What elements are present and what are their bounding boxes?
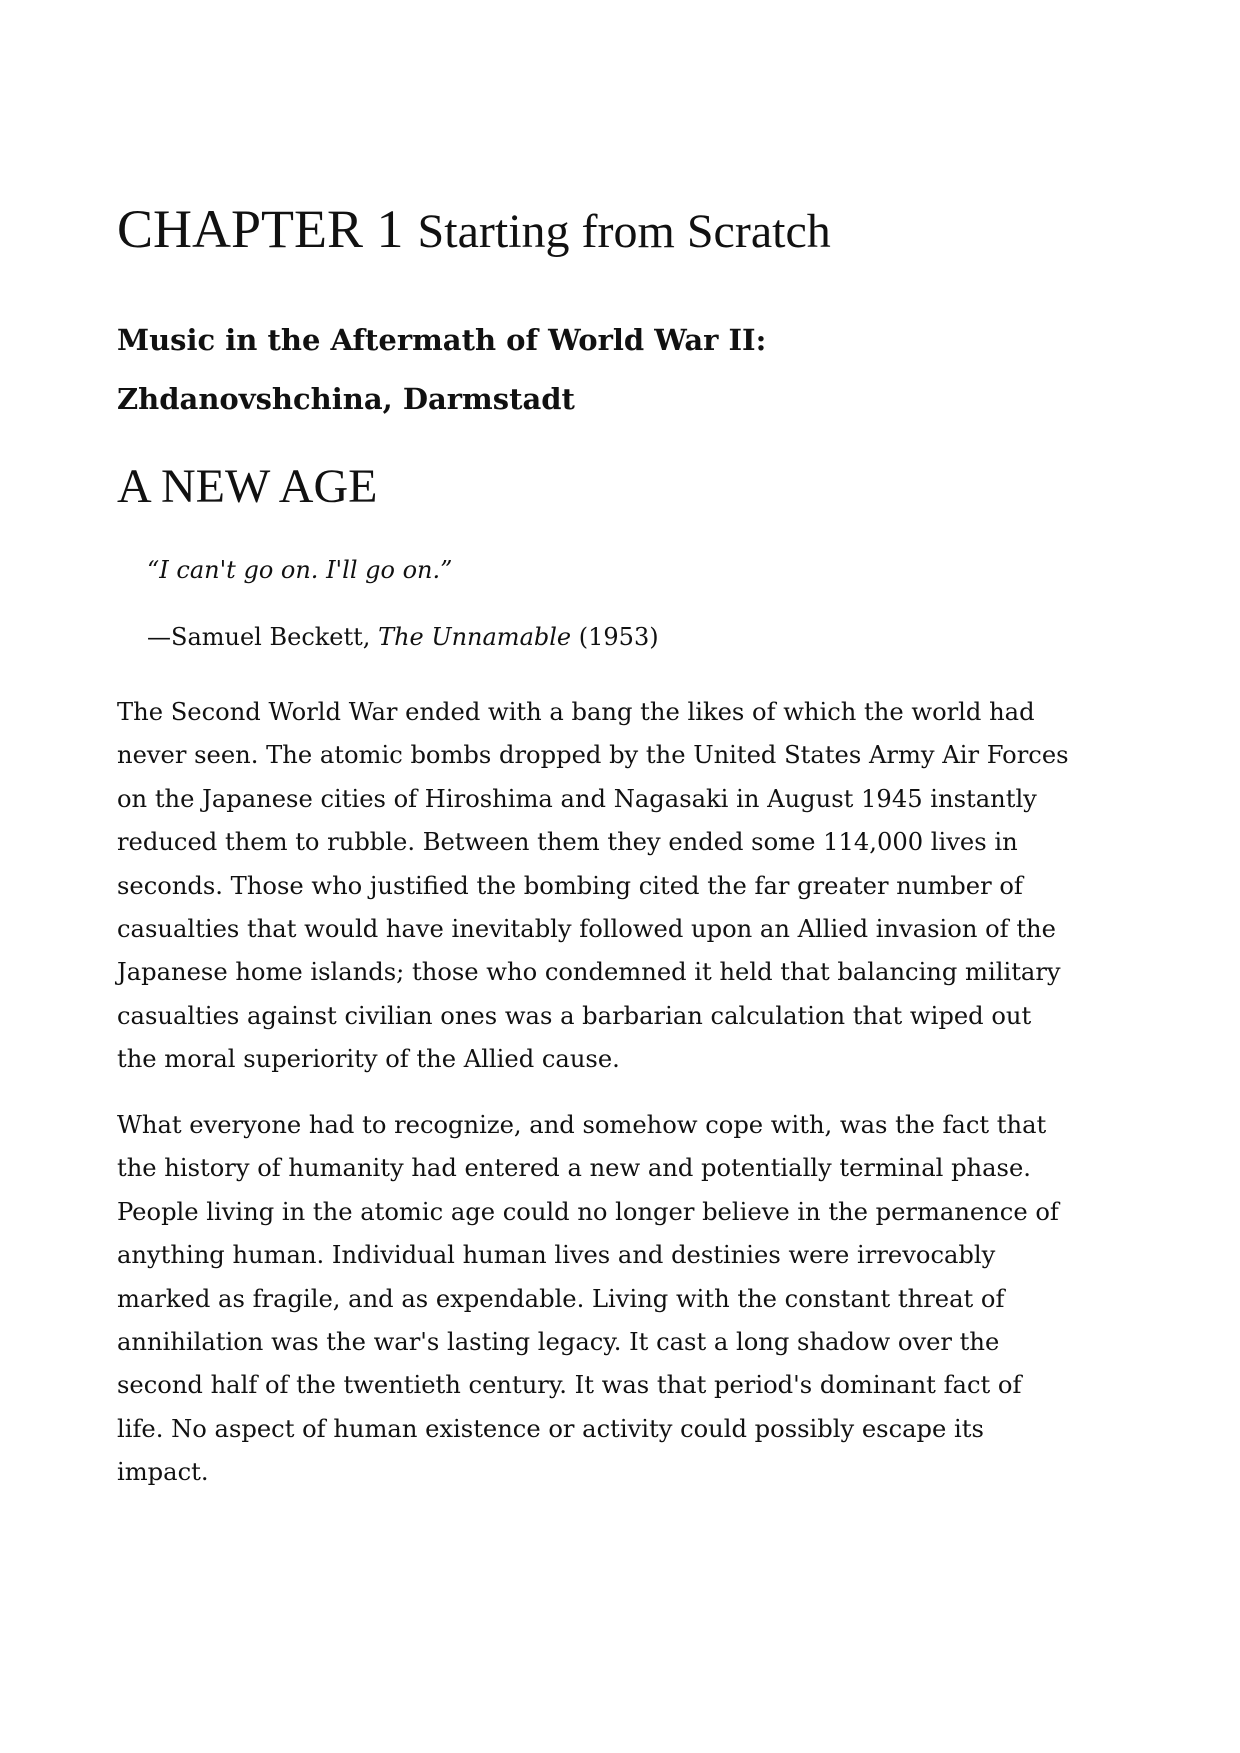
chapter-subtitle bbox=[117, 311, 1127, 429]
chapter-label: CHAPTER 1 bbox=[117, 199, 404, 259]
text-line: life. No aspect of human existence or activity could possibly escape its bbox=[117, 1414, 984, 1443]
chapter-heading bbox=[117, 199, 831, 259]
attribution-work: The Unnamable bbox=[378, 623, 572, 651]
attribution-author: —Samuel Beckett, bbox=[147, 623, 371, 651]
epigraph-attribution bbox=[147, 619, 659, 655]
text-line: never seen. The atomic bombs dropped by the United States Army Air Forces bbox=[117, 741, 1069, 770]
text-line: casualties against civilian ones was a barbarian calculation that wiped out bbox=[117, 1001, 1032, 1030]
text-line: reduced them to rubble. Between them they ended some 114,000 lives in bbox=[117, 828, 1018, 857]
subtitle-line: Music in the Aftermath of World War II: bbox=[117, 323, 767, 357]
text-line: What everyone had to recognize, and somehow cope with, was the fact that bbox=[117, 1111, 1047, 1139]
epigraph-quote: “I can't go on. I'll go on.” bbox=[147, 556, 453, 584]
section-heading: A NEW AGE bbox=[117, 460, 378, 513]
attribution-year: (1953) bbox=[578, 623, 659, 651]
text-line: impact. bbox=[117, 1458, 209, 1487]
text-line: Japanese home islands; those who condemned it held that balancing military bbox=[117, 958, 1061, 987]
text-line: the moral superiority of the Allied cause. bbox=[117, 1045, 620, 1074]
text-line: the history of humanity had entered a new and potentially terminal phase. bbox=[117, 1154, 1031, 1183]
text-line: The Second World War ended with a bang the likes of which the world had bbox=[117, 698, 1035, 726]
text-line: annihilation was the war's lasting legacy. It cast a long shadow over the bbox=[117, 1328, 1000, 1357]
text-line: anything human. Individual human lives and destinies were irrevocably bbox=[117, 1241, 996, 1270]
text-line: People living in the atomic age could no longer believe in the permanence of bbox=[117, 1197, 1059, 1226]
text-line: second half of the twentieth century. It was that period's dominant fact of bbox=[117, 1371, 1022, 1400]
subtitle-line: Zhdanovshchina, Darmstadt bbox=[117, 382, 575, 416]
text-line: seconds. Those who justified the bombing cited the far greater number of bbox=[117, 871, 1023, 900]
body-paragraph bbox=[117, 691, 1069, 1082]
body-paragraph bbox=[117, 1104, 1059, 1495]
text-line: casualties that would have inevitably followed upon an Allied invasion of the bbox=[117, 915, 1056, 944]
text-line: marked as fragile, and as expendable. Living with the constant threat of bbox=[117, 1284, 1005, 1313]
text-line: on the Japanese cities of Hiroshima and Nagasaki in August 1945 instantly bbox=[117, 784, 1037, 813]
chapter-title: Starting from Scratch bbox=[417, 205, 831, 258]
